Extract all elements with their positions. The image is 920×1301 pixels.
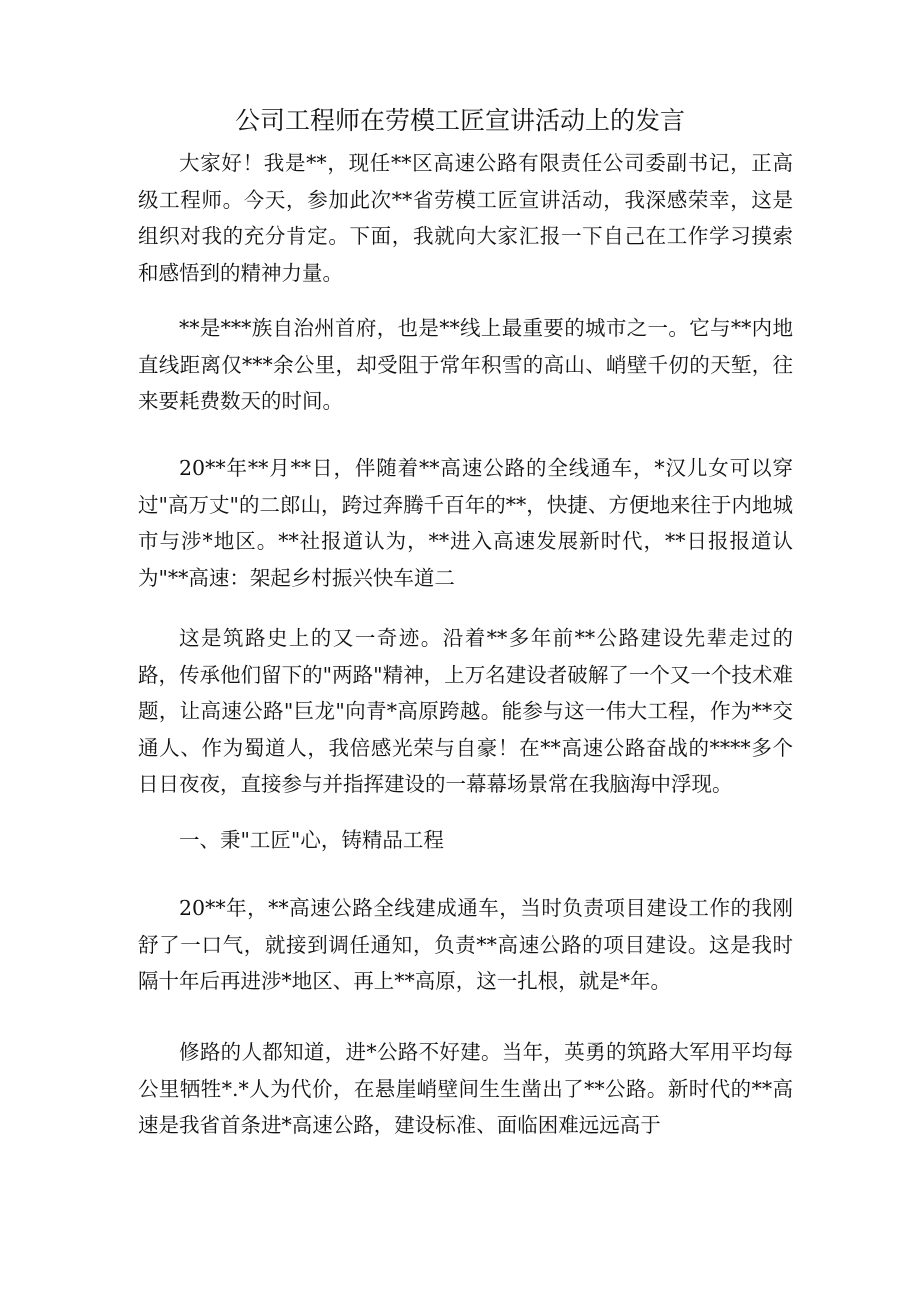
document-title: 公司工程师在劳模工匠宣讲活动上的发言 (234, 106, 685, 135)
paragraph-road-miracle: 这是筑路史上的又一奇迹。沿着**多年前**公路建设先辈走过的路，传承他们留下的"两路"精神，上万名建设者破解了一个又一个技术难题，让高速公路"巨龙"向青*高原跨越。能参与这一伟大工程，作为**交通人、作为蜀道人，我倍感光荣与自豪！在**高速公路奋战的****多个日日夜夜，直接参与并指挥建设的一幕幕场景常在我脑海中浮现。 (138, 626, 793, 796)
section-heading-craftsman: 一、秉"工匠"心，铸精品工程 (179, 828, 444, 852)
paragraph-greeting: 大家好！我是**，现任**区高速公路有限责任公司委副书记，正高级工程师。今天，参加此次**省劳模工匠宣讲活动，我深感荣幸，这是组织对我的充分肯定。下面，我就向大家汇报一下自己在工作学习摸索和感悟到的精神力量。 (138, 151, 793, 285)
paragraph-road-difficulty: 修路的人都知道，进*公路不好建。当年，英勇的筑路大军用平均每公里牺牲*.*人为代价，在悬崖峭壁间生生凿出了**公路。新时代的**高速是我省首条进*高速公路，建设标准、面临困难远远高于 (138, 1040, 793, 1137)
paragraph-highway-opening: 20**年**月**日，伴随着**高速公路的全线通车，*汉儿女可以穿过"高万丈"的二郎山，跨过奔腾千百年的**，快捷、方便地来往于内地城市与涉*地区。**社报道认为，**进入高速发展新时代，**日报报道认为"**高速：架起乡村振兴快车道二 (138, 456, 793, 590)
paragraph-new-assignment: 20**年，**高速公路全线建成通车，当时负责项目建设工作的我刚舒了一口气，就接到调任通知，负责**高速公路的项目建设。这是我时隔十年后再进涉*地区、再上**高原，这一扎根，就是*年。 (138, 896, 793, 993)
paragraph-city-intro: **是***族自治州首府，也是**线上最重要的城市之一。它与**内地直线距离仅***余公里，却受阻于常年积雪的高山、峭壁千仞的天堑，往来要耗费数天的时间。 (138, 316, 793, 413)
